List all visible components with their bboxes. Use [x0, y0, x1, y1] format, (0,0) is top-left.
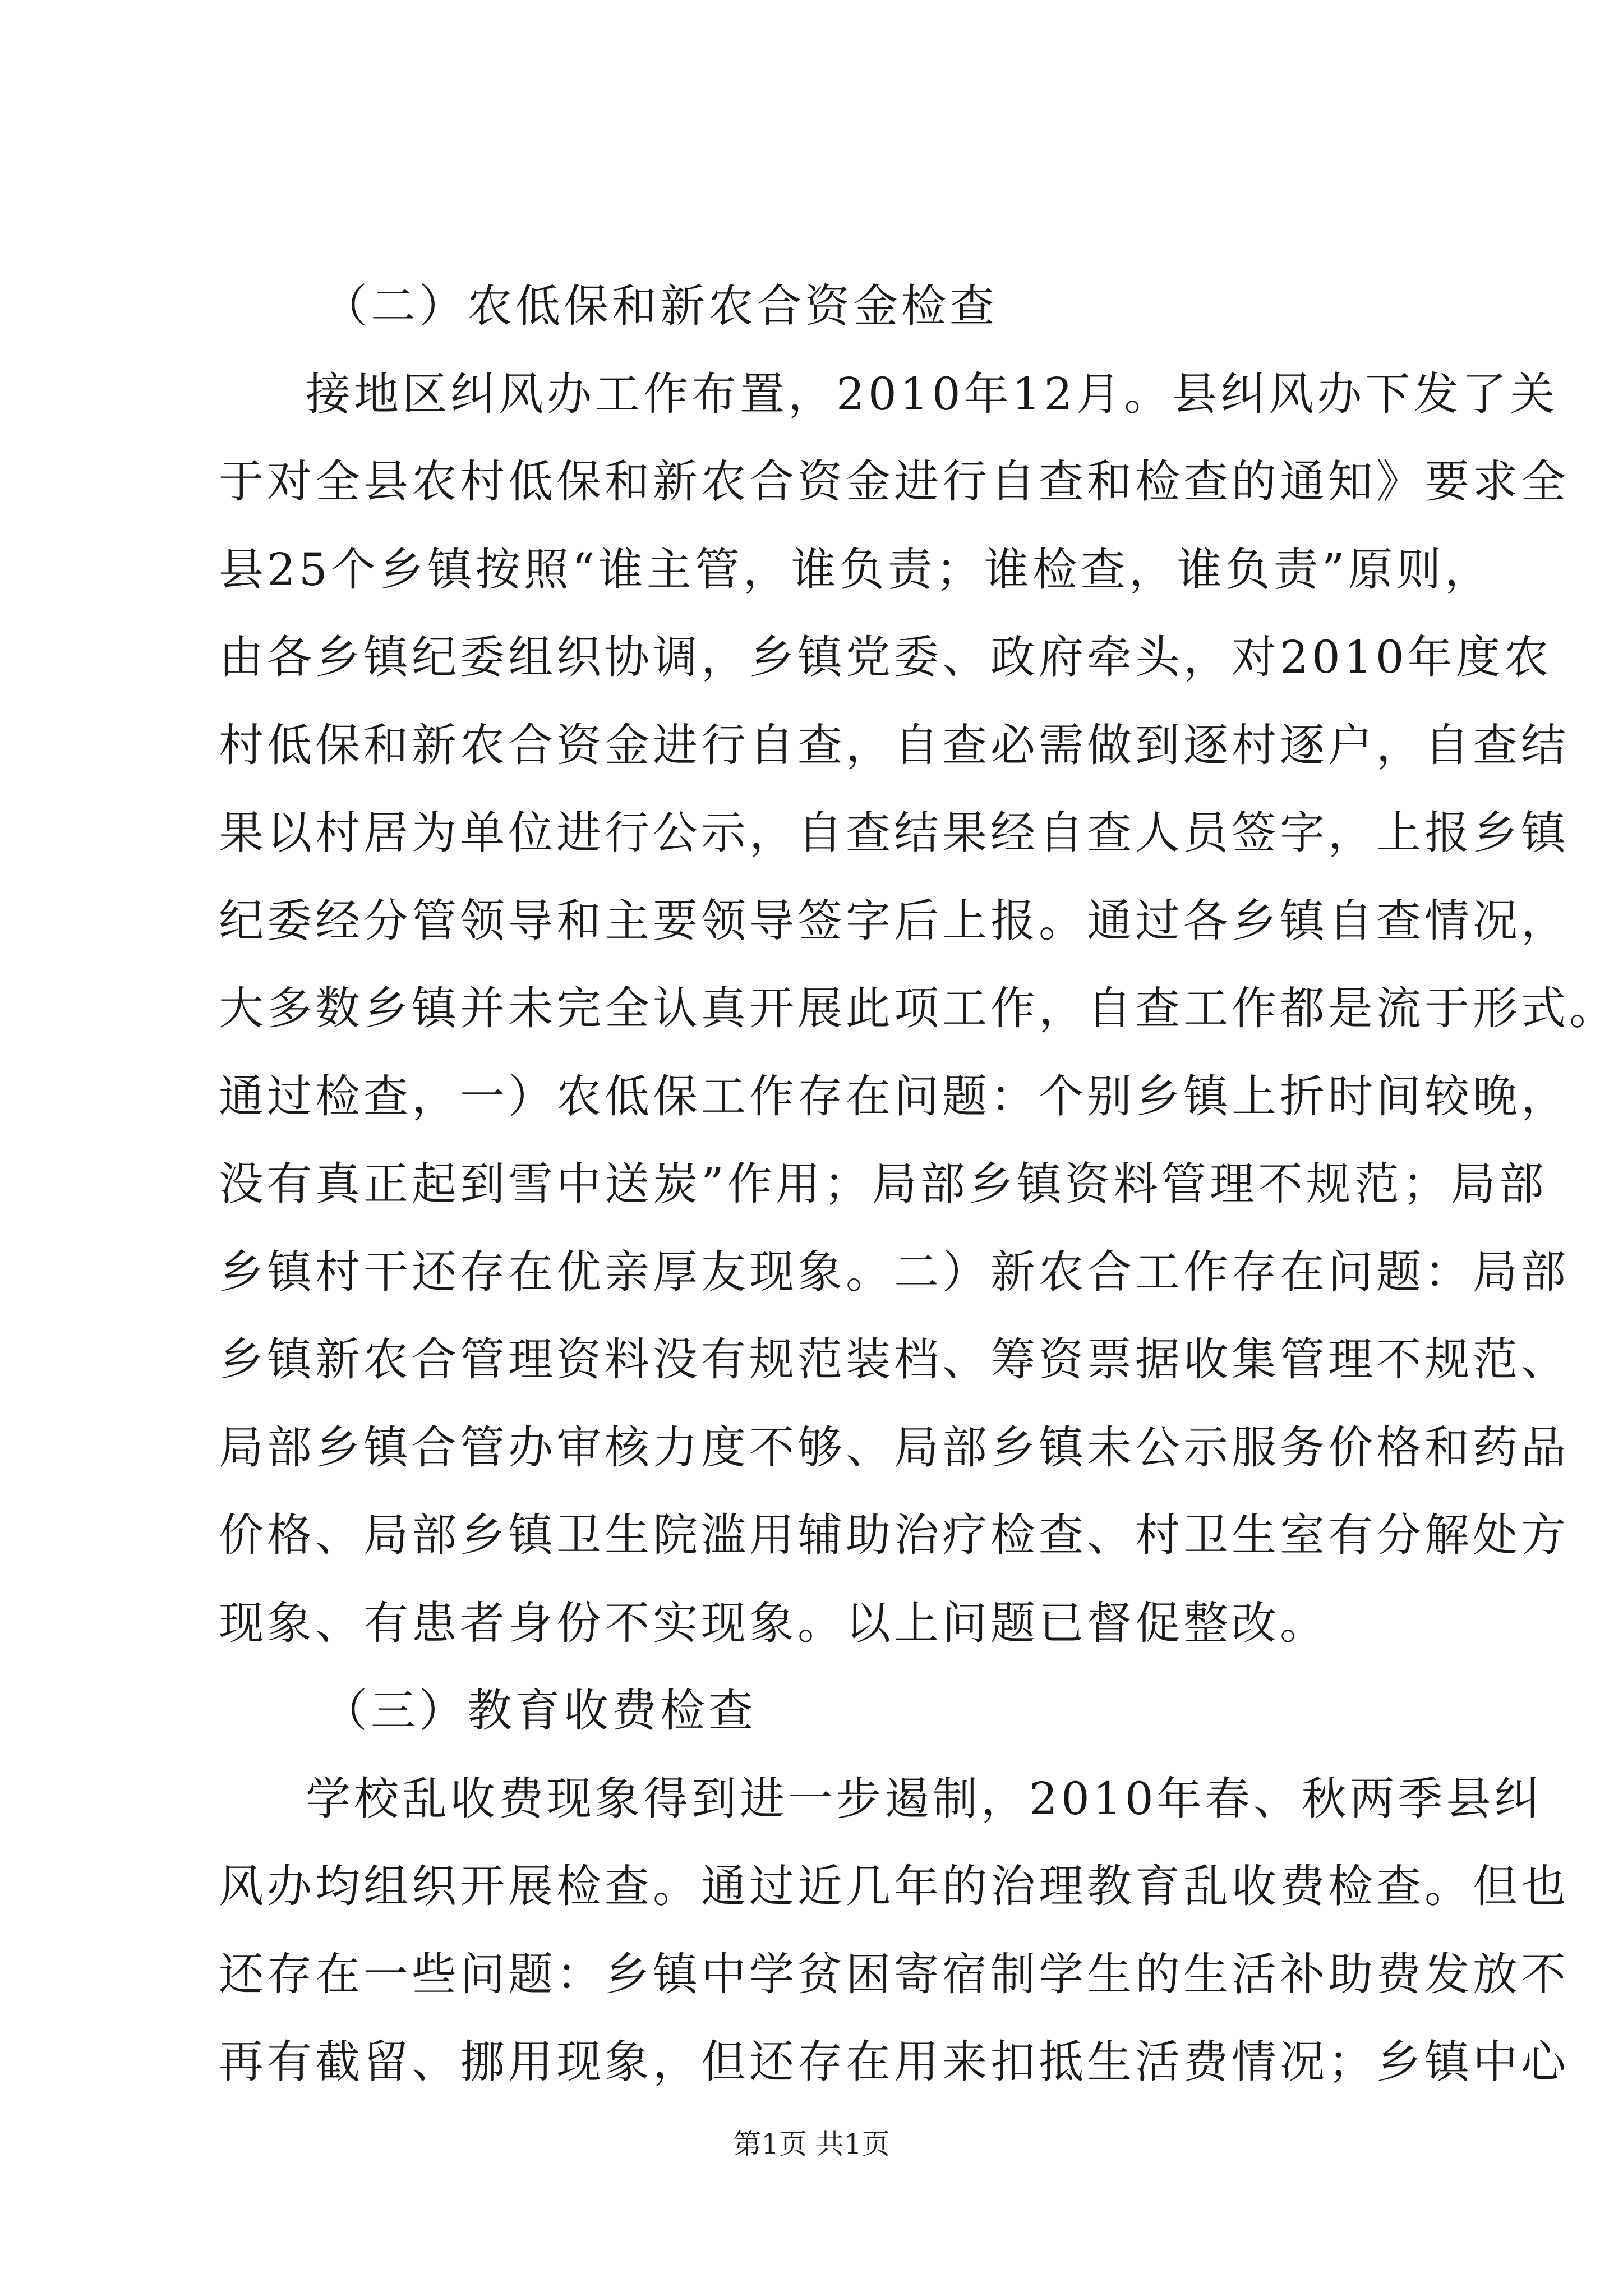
paragraph-line: 县25个乡镇按照“谁主管，谁负责；谁检查，谁负责”原则， — [219, 544, 1493, 596]
paragraph-line: 由各乡镇纪委组织协调，乡镇党委、政府牵头，对2010年度农 — [219, 631, 1552, 683]
paragraph-line: 价格、局部乡镇卫生院滥用辅助治疗检查、村卫生室有分解处方 — [219, 1509, 1569, 1561]
paragraph-line: 再有截留、挪用现象，但还存在用来扣抵生活费情况；乡镇中心 — [219, 2036, 1569, 2088]
paragraph-line: 于对全县农村低保和新农合资金进行自查和检查的通知》要求全 — [219, 455, 1569, 508]
paragraph-line: 接地区纠风办工作布置，2010年12月。县纠风办下发了关 — [306, 368, 1559, 420]
paragraph-line: 通过检查，一）农低保工作存在问题：个别乡镇上折时间较晚， — [219, 1070, 1569, 1122]
section-heading-2: （二）农低保和新农合资金检查 — [322, 280, 998, 332]
section-heading-3: （三）教育收费检查 — [322, 1685, 757, 1737]
paragraph-line: 村低保和新农合资金进行自查，自查必需做到逐村逐户，自查结 — [219, 719, 1569, 771]
page-footer: 第1页 共1页 — [733, 2128, 890, 2160]
paragraph-line: 纪委经分管领导和主要领导签字后上报。通过各乡镇自查情况， — [219, 895, 1569, 947]
paragraph-line: 大多数乡镇并未完全认真开展此项工作，自查工作都是流于形式。 — [219, 982, 1617, 1034]
paragraph-line: 没有真正起到雪中送炭”作用；局部乡镇资料管理不规范；局部 — [219, 1158, 1547, 1210]
paragraph-line: 乡镇新农合管理资料没有规范装档、筹资票据收集管理不规范、 — [219, 1333, 1569, 1386]
paragraph-line: 局部乡镇合管办审核力度不够、局部乡镇未公示服务价格和药品 — [219, 1421, 1569, 1474]
paragraph-line: 果以村居为单位进行公示，自查结果经自查人员签字，上报乡镇 — [219, 807, 1569, 859]
paragraph-line: 现象、有患者身份不实现象。以上问题已督促整改。 — [219, 1597, 1328, 1649]
paragraph-line: 乡镇村干还存在优亲厚友现象。二）新农合工作存在问题：局部 — [219, 1246, 1569, 1298]
paragraph-line: 风办均组织开展检查。通过近几年的治理教育乱收费检查。但也 — [219, 1860, 1569, 1912]
paragraph-line: 还存在一些问题：乡镇中学贫困寄宿制学生的生活补助费发放不 — [219, 1948, 1569, 2000]
paragraph-line: 学校乱收费现象得到进一步遏制，2010年春、秋两季县纠 — [306, 1773, 1543, 1825]
